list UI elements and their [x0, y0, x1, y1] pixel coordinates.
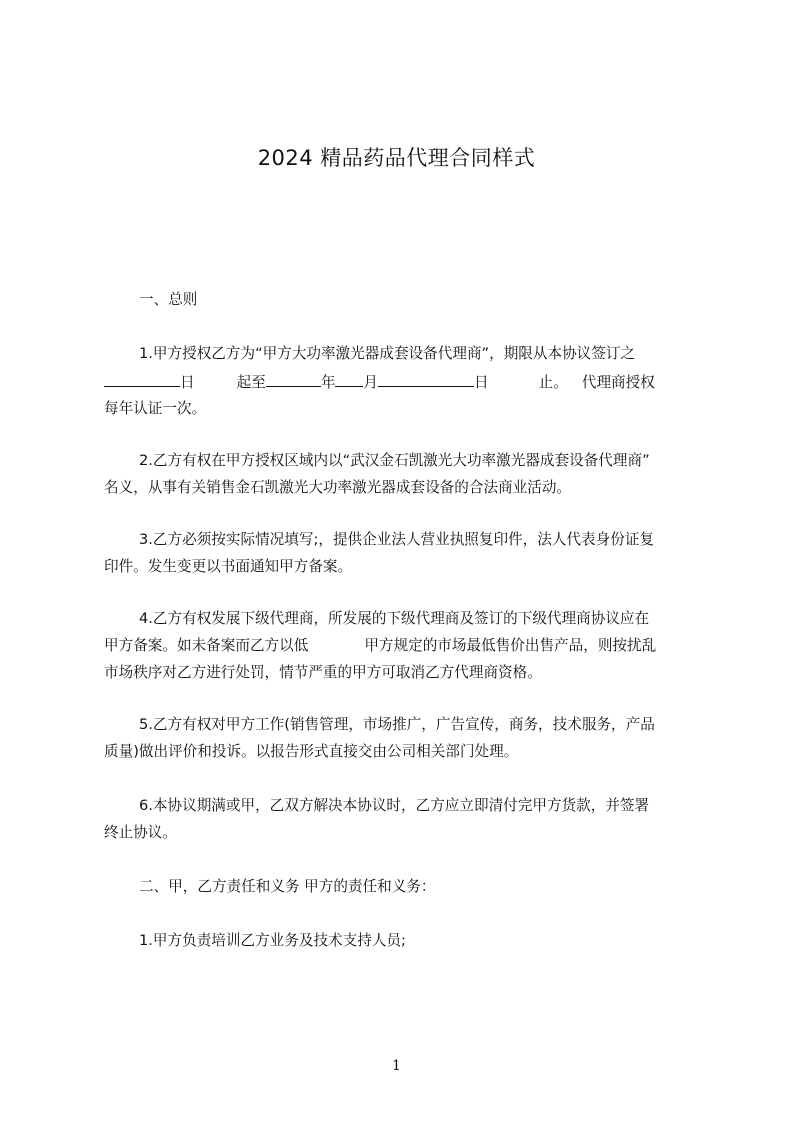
clause-4-line-3: 市场秩序对乙方进行处罚，情节严重的甲方可取消乙方代理商资格。 [104, 664, 542, 681]
clause-4-line-1: 4.乙方有权发展下级代理商，所发展的下级代理商及签订的下级代理商协议应在 [139, 610, 650, 627]
blank-month [335, 372, 363, 387]
clause-1-line-2: 日 起至 年 月 日 止。 代理商授权 [104, 372, 655, 393]
clause-6-line-1: 6.本协议期满或甲，乙双方解决本协议时，乙方应立即清付完甲方货款，并签署 [139, 797, 650, 814]
clause-1-line-1: 1.甲方授权乙方为“甲方大功率激光器成套设备代理商”，期限从本协议签订之 [139, 345, 636, 362]
page-number: 1 [392, 1058, 401, 1074]
document-title: 2024 精品药品代理合同样式 [257, 146, 536, 170]
duty-1-line-1: 1.甲方负责培训乙方业务及技术支持人员; [139, 932, 406, 949]
section-heading-general: 一、总则 [139, 291, 198, 308]
clause-1-line-3: 每年认证一次。 [104, 400, 207, 417]
clause-5-line-2: 质量)做出评价和投诉。以报告形式直接交由公司相关部门处理。 [104, 743, 519, 760]
blank-year [266, 372, 321, 387]
clause-2-line-1: 2.乙方有权在甲方授权区域内以“武汉金石凯激光大功率激光器成套设备代理商” [139, 452, 650, 469]
clause-3-line-2: 印件。发生变更以书面通知甲方备案。 [104, 558, 353, 575]
blank-end-day [378, 372, 474, 387]
clause-5-line-1: 5.乙方有权对甲方工作(销售管理，市场推广，广告宣传，商务，技术服务，产品 [139, 716, 655, 733]
clause-2-line-2: 名义，从事有关销售金石凯激光大功率激光器成套设备的合法商业活动。 [104, 479, 572, 496]
blank-start-day [104, 372, 180, 387]
section-heading-duties: 二、甲，乙方责任和义务 甲方的责任和义务： [139, 878, 436, 895]
clause-6-line-2: 终止协议。 [104, 824, 177, 841]
clause-3-line-1: 3.乙方必须按实际情况填写;，提供企业法人营业执照复印件，法人代表身份证复 [139, 531, 655, 548]
clause-4-line-2: 甲方备案。如未备案而乙方以低 甲方规定的市场最低售价出售产品，则按扰乱 [104, 637, 657, 654]
